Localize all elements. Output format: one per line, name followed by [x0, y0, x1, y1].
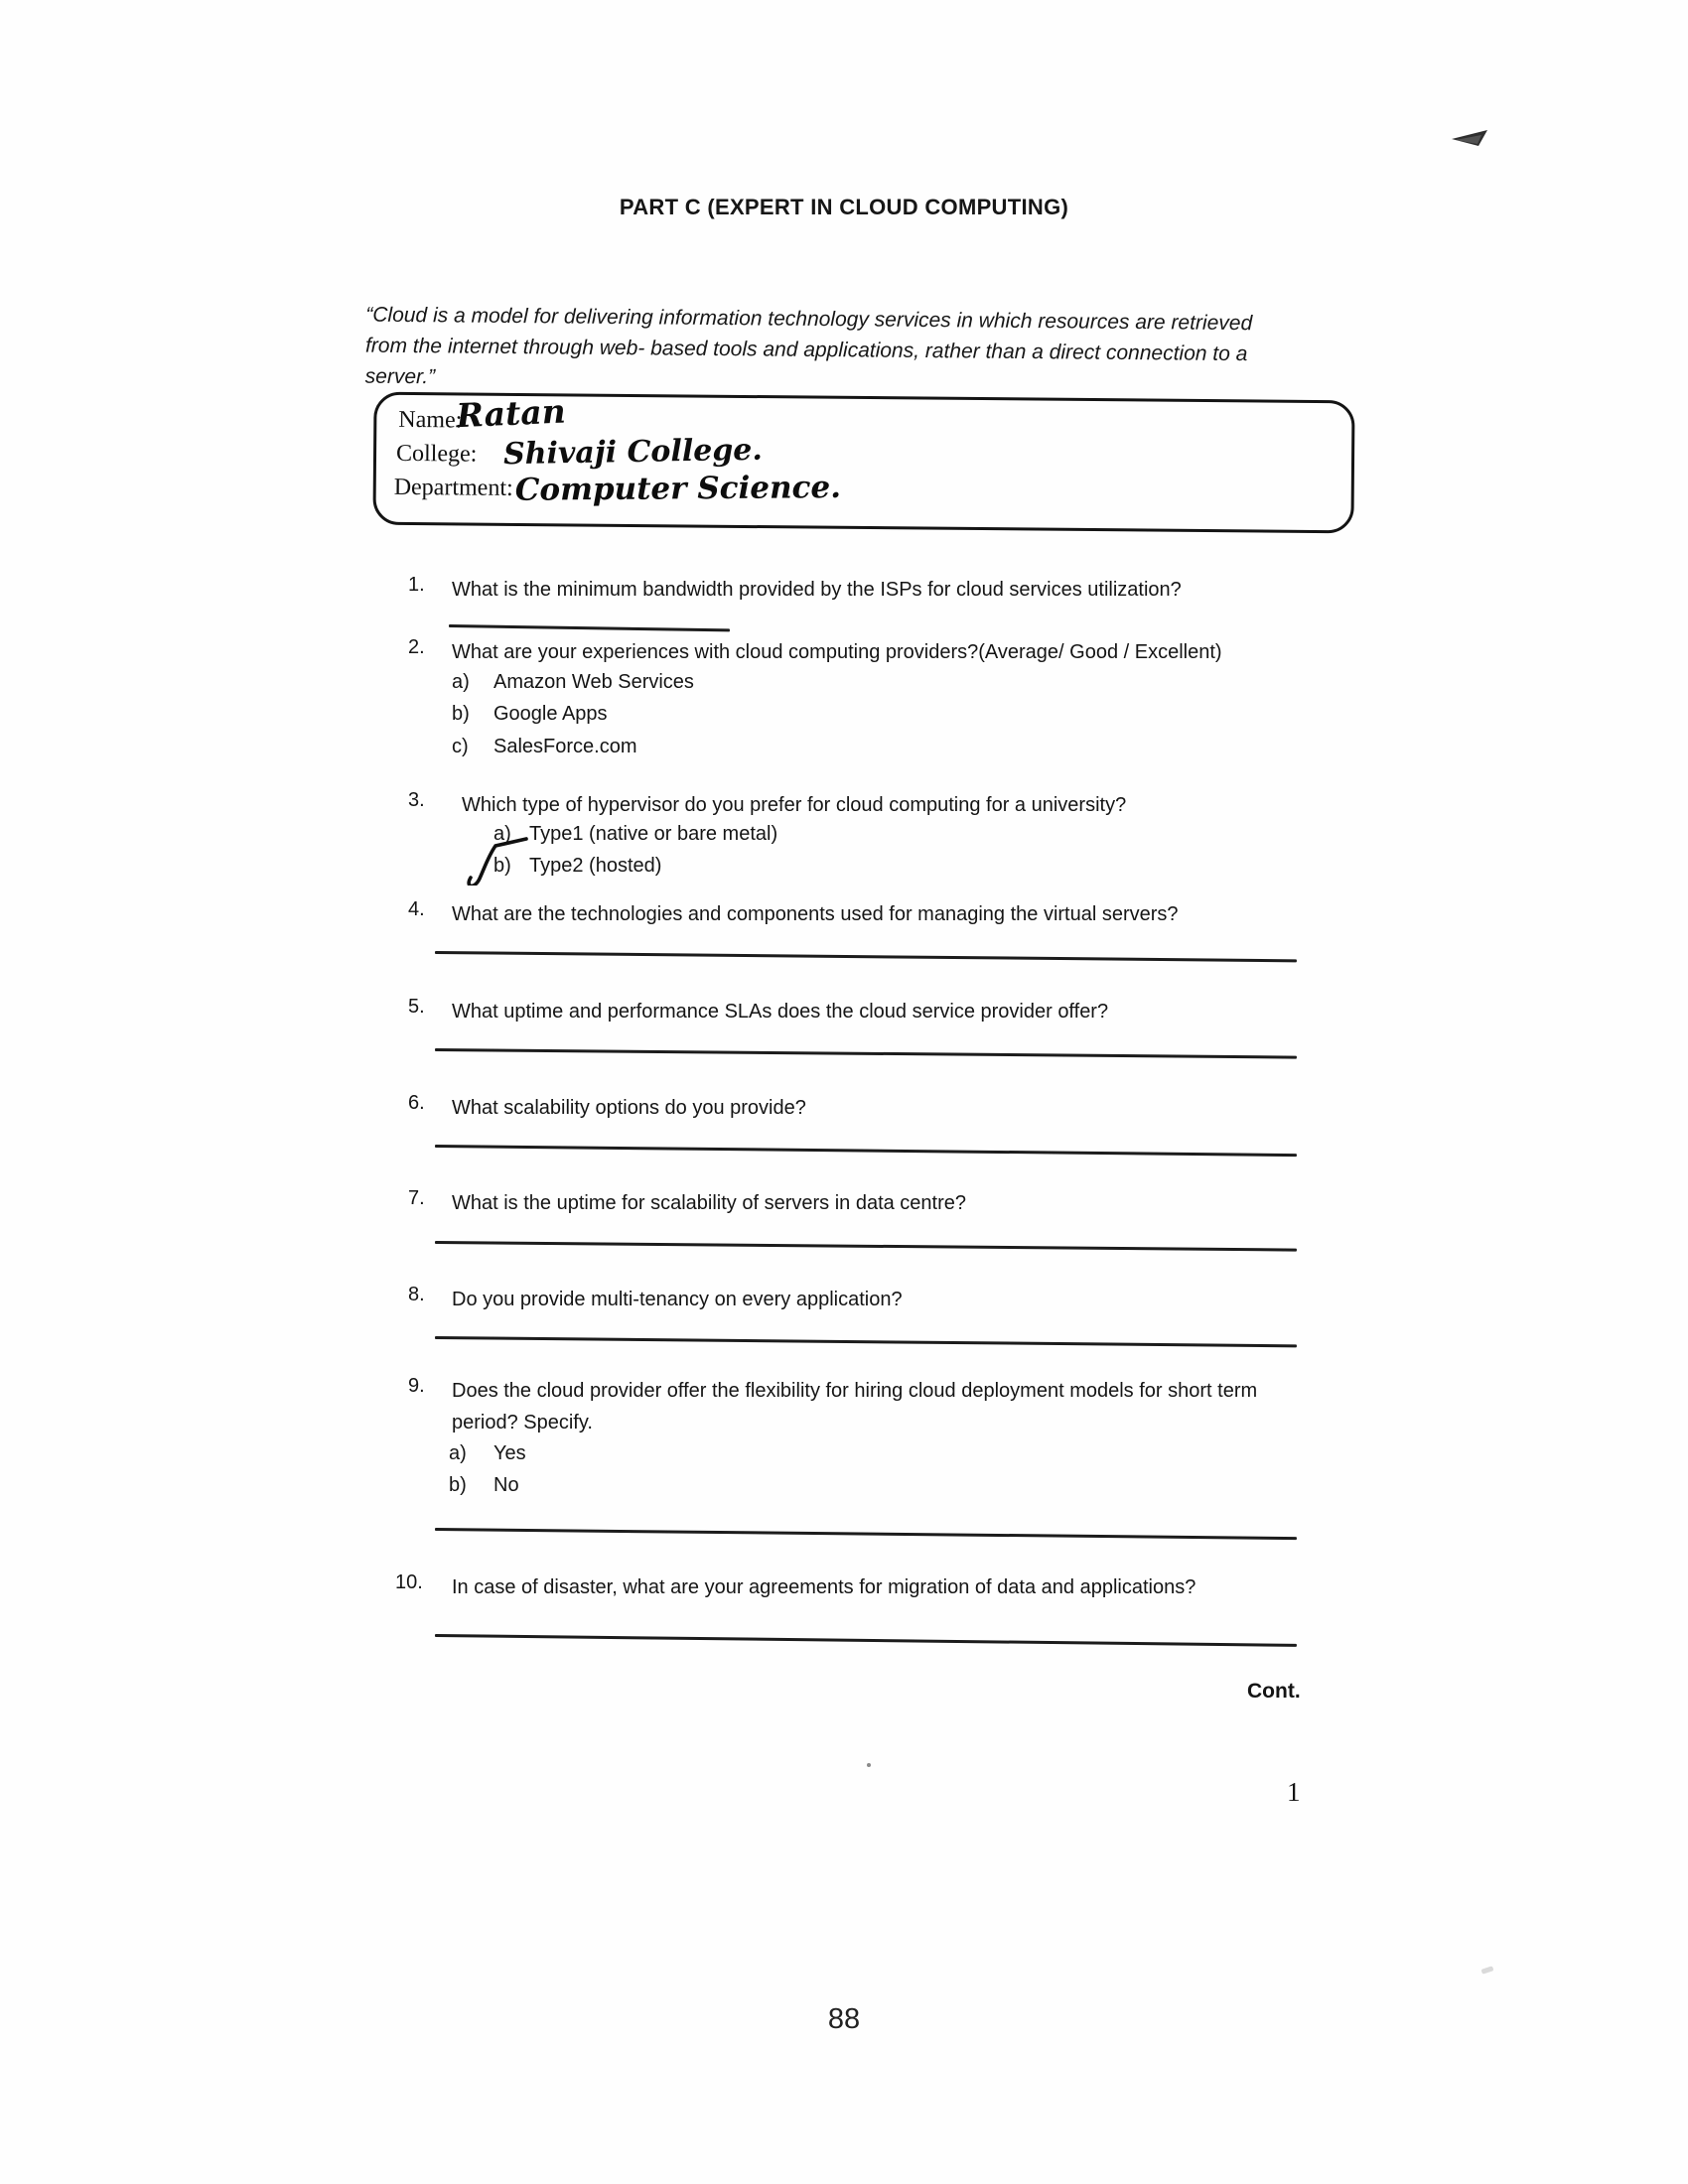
question-8-number: 8.: [408, 1284, 425, 1305]
answer-line-q5: [435, 1048, 1297, 1059]
question-9-text: Does the cloud provider offer the flexibility for hiring cloud deployment models for short term period? Specify.: [452, 1380, 1258, 1433]
question-6-text: What scalability options do you provide?: [452, 1097, 806, 1119]
question-9-option-a: [449, 1442, 526, 1465]
answer-line-q1: [449, 624, 730, 631]
scan-corner-artifact: [1452, 130, 1491, 150]
question-2-number: 2.: [408, 636, 425, 658]
question-9-number: 9.: [408, 1375, 425, 1397]
question-3-number: 3.: [408, 789, 425, 811]
question-2-option-b: [452, 703, 608, 726]
question-7-number: 7.: [408, 1187, 425, 1209]
question-2: [395, 636, 1329, 668]
question-4-text: What are the technologies and components used for managing the virtual servers?: [452, 903, 1179, 925]
college-field-label: College:: [395, 440, 478, 468]
question-6-number: 6.: [408, 1092, 425, 1114]
answer-line-q10: [435, 1634, 1297, 1647]
question-8-text: Do you provide multi-tenancy on every application?: [452, 1289, 903, 1310]
handwritten-name-value: Ratan: [455, 391, 567, 436]
question-3-option-a: [493, 823, 777, 846]
question-5-text: What uptime and performance SLAs does the cloud service provider offer?: [452, 1001, 1109, 1023]
question-4-number: 4.: [408, 898, 425, 920]
handwritten-tick-mark: [465, 832, 532, 886]
question-9-option-b: [449, 1474, 519, 1497]
question-3: [395, 789, 1329, 821]
answer-line-q7: [435, 1241, 1297, 1252]
stray-ink-dot: [867, 1763, 871, 1767]
option-marker: b): [452, 703, 470, 725]
answer-line-q6: [435, 1145, 1297, 1157]
question-2-text: What are your experiences with cloud computing providers?(Average/ Good / Excellent): [452, 641, 1222, 663]
question-4: [395, 898, 1329, 930]
option-label-google-apps: Google Apps: [493, 703, 608, 725]
option-label-no: No: [493, 1474, 519, 1496]
question-7-text: What is the uptime for scalability of servers in data centre?: [452, 1192, 967, 1214]
answer-line-q4: [435, 951, 1297, 962]
option-label-amazon-web-services: Amazon Web Services: [493, 671, 694, 693]
question-5: [395, 996, 1329, 1027]
handwritten-college-value: Shivaji College.: [502, 432, 764, 473]
question-10: [395, 1571, 1348, 1603]
question-10-number: 10.: [395, 1571, 423, 1593]
option-marker: b): [449, 1474, 467, 1496]
option-marker: c): [452, 736, 469, 757]
question-6: [395, 1092, 1329, 1124]
option-marker: b): [493, 855, 511, 877]
question-3-text: Which type of hypervisor do you prefer for cloud computing for a university?: [462, 794, 1127, 816]
opening-quote: “Cloud is a model for delivering information technology services in which resources are retrieved from the internet through web- based tools and applications, rather than a direct connection to a server.”: [364, 303, 1253, 389]
question-10-text: In case of disaster, what are your agreements for migration of data and applications?: [452, 1576, 1196, 1598]
continuation-note: Cont.: [1247, 1680, 1301, 1703]
answer-line-q8: [435, 1336, 1297, 1347]
option-label-yes: Yes: [493, 1442, 526, 1464]
option-marker: a): [493, 823, 511, 845]
question-1-text: What is the minimum bandwidth provided by the ISPs for cloud services utilization?: [452, 579, 1182, 601]
question-5-number: 5.: [408, 996, 425, 1018]
option-label-type1: Type1 (native or bare metal): [529, 823, 778, 845]
answer-line-q9: [435, 1528, 1297, 1540]
page-number: 88: [827, 2003, 861, 2035]
scan-smudge-artifact: [1481, 1966, 1494, 1974]
option-label-type2: Type2 (hosted): [529, 855, 662, 877]
question-2-option-a: [452, 671, 694, 694]
question-8: [395, 1284, 1329, 1315]
option-label-salesforce: SalesForce.com: [493, 736, 637, 757]
question-7: [395, 1187, 1329, 1219]
handwritten-department-value: Computer Science.: [514, 469, 842, 508]
option-marker: a): [449, 1442, 467, 1464]
option-marker: a): [452, 671, 470, 693]
name-field-label: Name:: [398, 406, 463, 434]
respondent-info-box: [372, 392, 1354, 534]
question-9: [395, 1375, 1321, 1438]
question-2-option-c: [452, 736, 637, 758]
department-field-label: Department:: [393, 474, 513, 501]
page-title: PART C (EXPERT IN CLOUD COMPUTING): [619, 195, 1069, 219]
footer-small-number: 1: [1287, 1777, 1301, 1807]
question-1: [395, 574, 1309, 606]
question-1-number: 1.: [408, 574, 425, 596]
